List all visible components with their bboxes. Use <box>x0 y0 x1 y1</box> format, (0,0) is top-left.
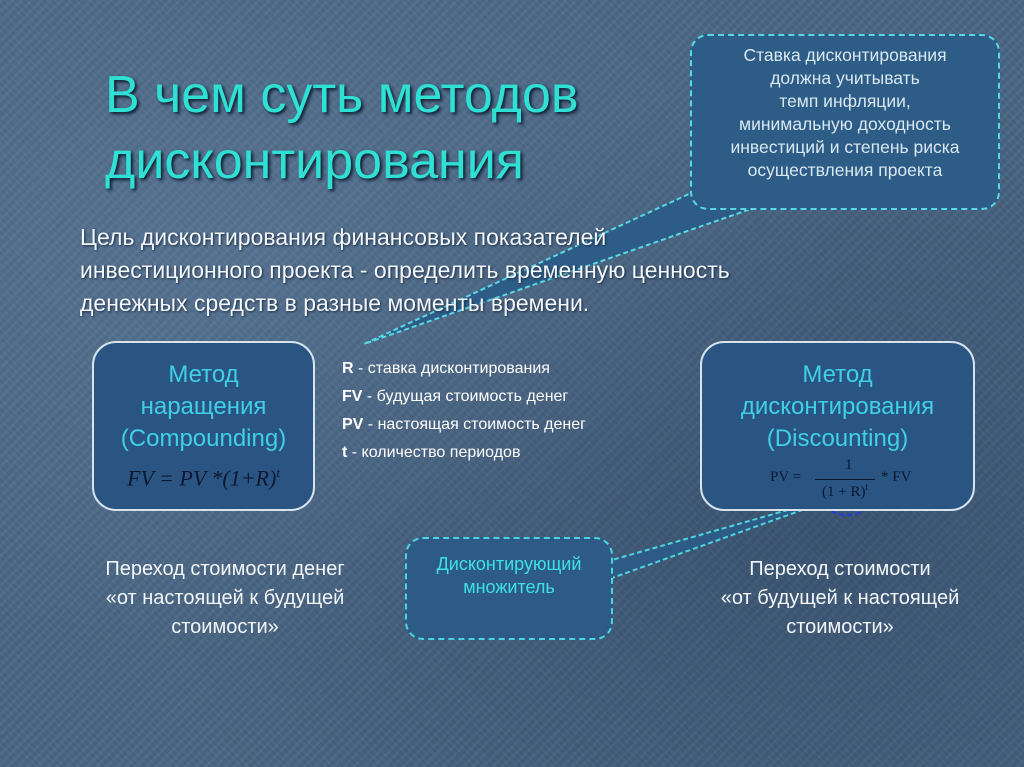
intro-line: денежных средств в разные моменты времени. <box>80 290 590 316</box>
discount-rate-callout <box>690 34 1000 210</box>
intro-line: инвестиционного проекта - определить временную ценность <box>80 257 730 283</box>
page-title <box>105 62 665 194</box>
callout-line: Ставка дисконтирования <box>743 45 947 65</box>
legend-text: - ставка дисконтирования <box>353 360 550 377</box>
callout-line: темп инфляции, <box>779 91 911 111</box>
caption-line: «от настоящей к будущей <box>105 587 345 609</box>
box-label: наращения <box>140 393 267 420</box>
compounding-caption <box>60 555 390 642</box>
legend-text: - будущая стоимость денег <box>362 388 569 405</box>
callout-line: инвестиций и степень риска <box>730 137 960 157</box>
box-label: дисконтирования <box>740 393 935 420</box>
fraction-bar <box>815 479 875 480</box>
box-label: (Compounding) <box>120 425 287 452</box>
intro-line: Цель дисконтирования финансовых показателей <box>80 224 607 250</box>
formula-pv-label: PV = <box>770 469 802 485</box>
intro-paragraph <box>80 221 900 320</box>
discounting-formula <box>770 457 930 500</box>
legend-text: - количество периодов <box>347 444 521 461</box>
legend-item <box>342 355 692 383</box>
discounting-caption <box>650 555 1024 642</box>
formula-numerator: 1 <box>845 457 853 473</box>
page-title-text: В чем суть методов дисконтирования <box>105 66 579 190</box>
caption-line: Переход стоимости <box>749 558 931 580</box>
callout-line: осуществления проекта <box>747 160 943 180</box>
caption-line: «от будущей к настоящей <box>720 587 960 609</box>
formula-exponent: t <box>276 465 280 480</box>
formula-exponent: t <box>865 482 869 493</box>
callout-line: Дисконтирующий <box>436 554 582 574</box>
callout-line: должна учитывать <box>770 68 920 88</box>
legend-item <box>342 411 692 439</box>
legend-item <box>342 383 692 411</box>
legend-symbol: t <box>342 444 348 461</box>
callout-line: множитель <box>463 577 555 597</box>
box-label: Метод <box>802 361 873 388</box>
box-label: (Discounting) <box>766 425 909 452</box>
formula-text: FV = PV *(1+R) <box>127 465 277 491</box>
callout-line: минимальную доходность <box>739 114 951 134</box>
caption-line: Переход стоимости денег <box>105 558 345 580</box>
box-label: Метод <box>168 361 239 388</box>
legend-symbol: R <box>342 360 354 377</box>
legend-symbol: PV <box>342 416 364 433</box>
formula-denominator: (1 + R) <box>822 484 866 500</box>
caption-line: стоимости» <box>786 616 894 638</box>
legend-text: - настоящая стоимость денег <box>363 416 586 433</box>
caption-line: стоимости» <box>171 616 279 638</box>
formula-denominator-wrap <box>822 482 868 501</box>
compounding-formula <box>94 457 313 494</box>
compounding-method-box <box>92 341 315 511</box>
legend-item <box>342 439 692 467</box>
variable-legend <box>342 355 692 467</box>
legend-symbol: FV <box>342 388 363 405</box>
formula-tail: * FV <box>881 469 912 485</box>
discount-factor-callout <box>405 537 613 640</box>
